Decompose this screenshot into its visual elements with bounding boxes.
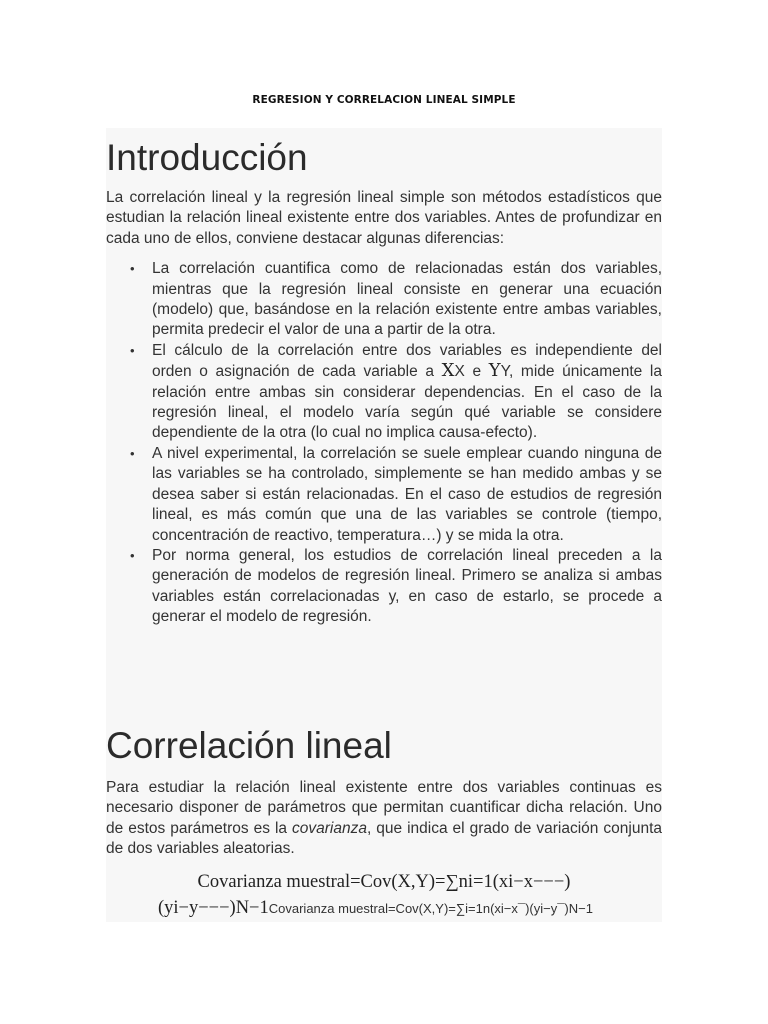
intro-paragraph: La correlación lineal y la regresión lineal simple son métodos estadísticos que estudian la relación lineal existente entre dos variables. Antes de profundizar en cada uno de ellos, conviene destacar algunas diferencias:	[106, 189, 662, 247]
paragraph-end: , que indica el grado de variación conjunta de dos variables aleatorias.	[106, 819, 663, 858]
covariance-formula-line1: Covarianza muestral=Cov(X,Y)=∑ni=1(xi−x−−−)	[197, 872, 571, 892]
differences-list	[106, 259, 662, 627]
math-variable-x: X	[441, 360, 455, 382]
heading-introduccion: Introducción	[106, 137, 308, 178]
list-item-text-part2: , mide únicamente la relación entre ambas sin considerar dependencias. En el caso de la regresión lineal, el modelo varía según qué variable se considere dependiente de la otra (lo cual no implica causa-efecto).	[152, 363, 662, 442]
list-item-text: Por norma general, los estudios de correlación lineal preceden a la generación de modelos de regresión lineal. Primero se analiza si ambas variables están correlacionadas y, en caso de estarlo, se procede a generar el modelo de regresión.	[152, 546, 662, 626]
formula-math-tail: (yi−y−−−)N−1	[158, 898, 269, 918]
conjunction: e	[464, 363, 489, 381]
covarianza-term: covarianza	[291, 819, 367, 837]
covariance-formula-line2	[158, 898, 714, 919]
paragraph-start: Para estudiar la relación lineal existente entre dos variables continuas es necesario disponer de parámetros que permitan cuantificar dicha relación. Uno de estos parámetros es la	[106, 779, 662, 837]
list-item	[130, 444, 662, 546]
section-introduccion	[106, 128, 662, 708]
bullet-icon: •	[130, 342, 135, 358]
formula-text-fallback: Covarianza muestral=Cov(X,Y)=∑i=1n(xi−x¯)(yi−y¯)N−1	[268, 901, 593, 916]
bullet-icon: •	[130, 547, 135, 563]
list-item-text: La correlación cuantifica como de relacionadas están dos variables, mientras que la regresión lineal consiste en generar una ecuación (modelo) que, basándose en la relación existente entre ambas variables, permita predecir el valor de una a partir de la otra.	[152, 260, 662, 339]
list-item	[130, 546, 662, 628]
math-variable-y: Y	[488, 360, 501, 382]
list-item	[130, 341, 662, 444]
text-variable-y: Y	[500, 363, 509, 381]
document-title: REGRESION Y CORRELACION LINEAL SIMPLE	[252, 94, 516, 106]
heading-correlacion-lineal: Correlación lineal	[106, 725, 392, 766]
text-variable-x: X	[454, 363, 465, 381]
bullet-icon: •	[130, 261, 135, 277]
list-item	[130, 259, 662, 341]
list-item-text-part1: El cálculo de la correlación entre dos variables es independiente del orden o asignación de cada variable a	[152, 341, 662, 381]
bullet-icon: •	[130, 445, 135, 461]
list-item-text: A nivel experimental, la correlación se suele emplear cuando ninguna de las variables se ha controlado, simplemente se han medido ambas y se desea saber si están relacionadas. En el caso de estudios de regresión lineal, es más común que una de las variables se controle (tiempo, concentración de reactivo, temperatura…) y se mida la otra.	[152, 444, 662, 544]
correlacion-paragraph	[106, 778, 662, 860]
